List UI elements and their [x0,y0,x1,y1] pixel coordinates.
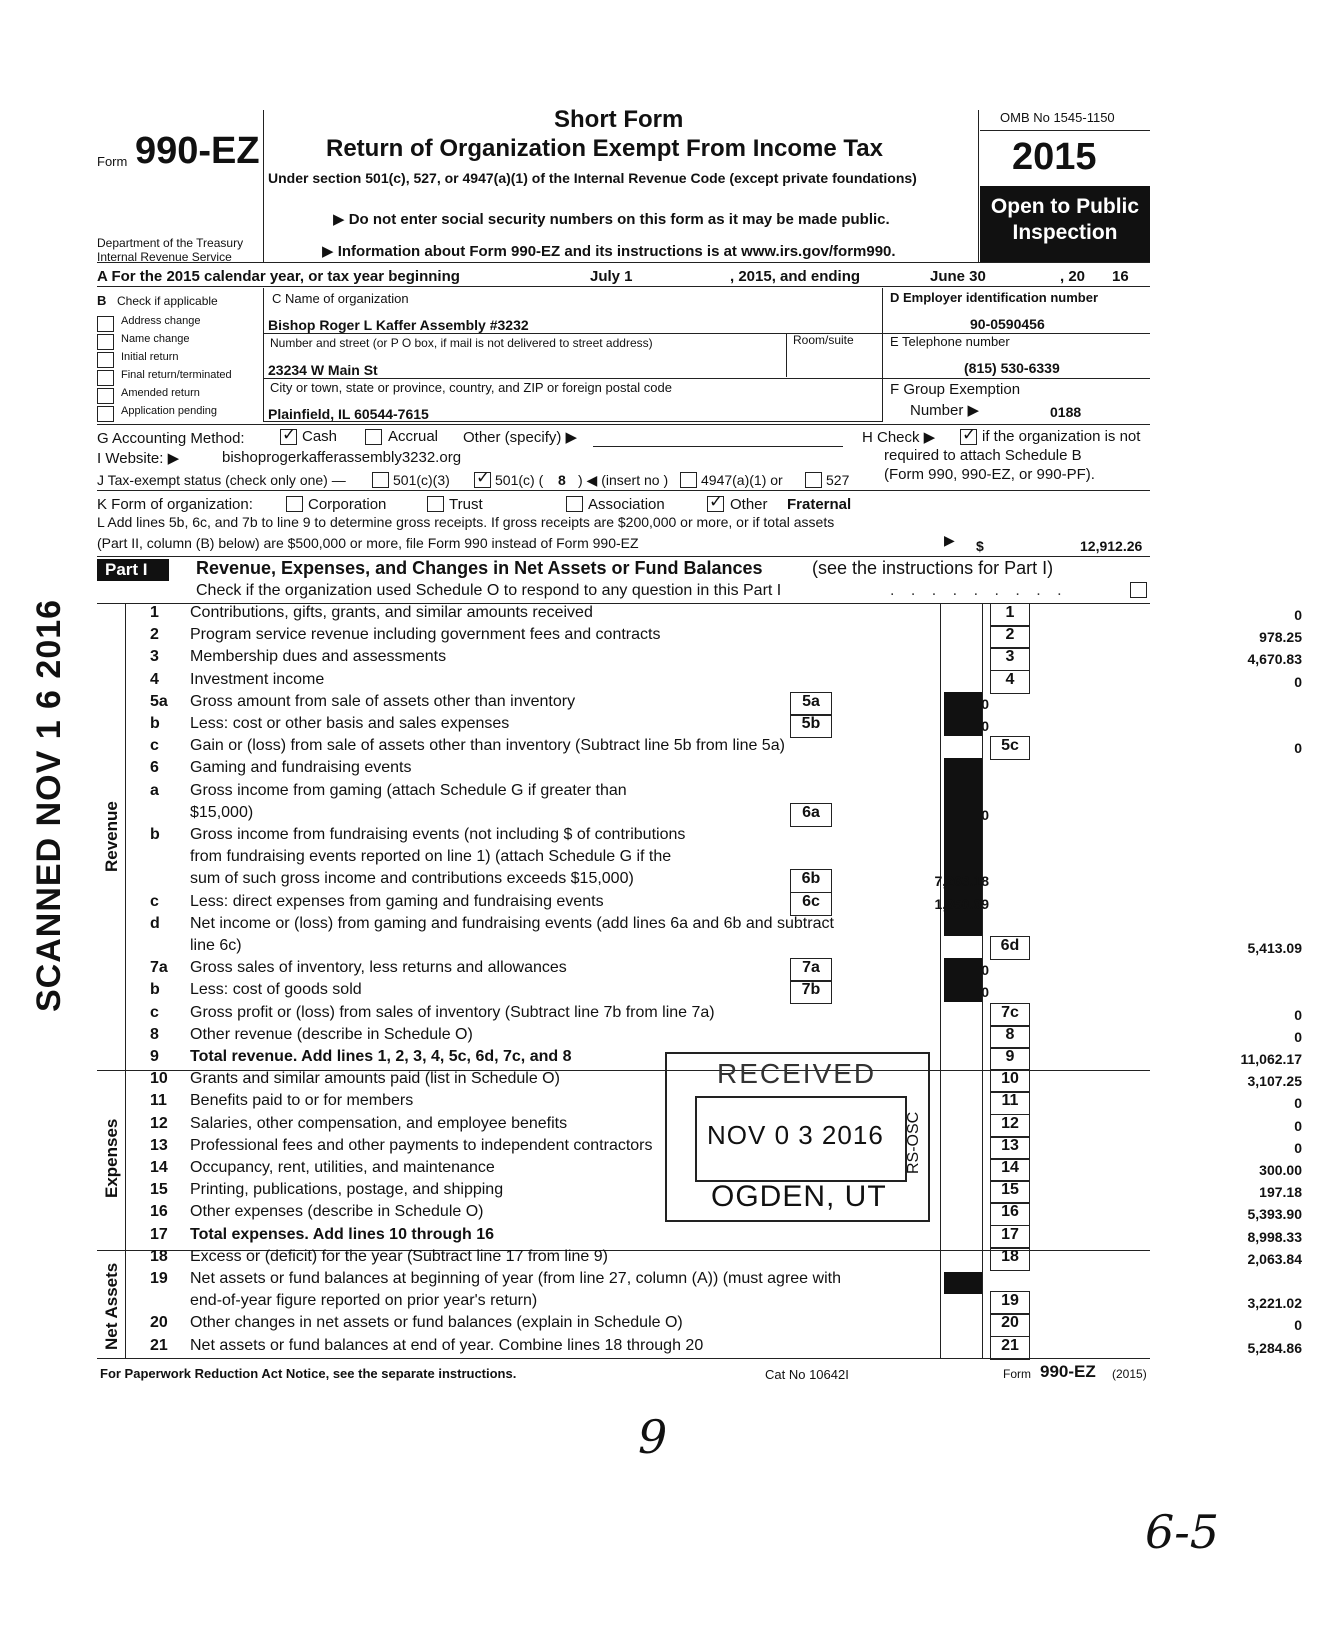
501c-end: ) ◀ (insert no ) [578,472,669,488]
line-ref-box: 1 [990,603,1030,627]
line-a-mid: , 2015, and ending [730,268,861,285]
line-number: 5a [150,692,168,710]
line-description: Gain or (loss) from sale of assets other than inventory (Subtract line 5b from line 5a) [190,737,785,755]
line-number: 1 [150,604,159,621]
table-row [100,1136,1302,1159]
line-ref-box: 5c [990,736,1030,760]
revenue-section-label: Revenue [102,801,121,872]
line-ref-box: 4 [990,670,1030,694]
line-description: Gross profit or (loss) from sales of inventory (Subtract line 7b from line 7a) [190,1003,715,1021]
org-name-label: C Name of organization [272,291,409,306]
line-number: 4 [150,670,159,688]
subline-amount[interactable]: 0 [981,718,989,734]
tax-year: 2015 [1012,136,1097,178]
group-number-label: Number ▶ [910,402,980,419]
subline-amount[interactable]: 1,850.09 [934,895,989,912]
line-ref-box: 18 [990,1247,1030,1271]
check-b-item-label: Name change [121,333,190,345]
line-amount[interactable]: 0 [1294,607,1302,623]
cash-label: Cash [302,428,338,445]
received-city: OGDEN, UT [711,1180,887,1213]
website-value[interactable]: bishoprogerkafferassembly3232.org [222,449,462,466]
line-description: Gross amount from sale of assets other than inventory [190,692,576,710]
line-ref-box: 8 [990,1025,1030,1049]
check-b-item-label: Address change [121,315,201,327]
line-description: Program service revenue including government fees and contracts [190,626,661,644]
line-description: Excess or (deficit) for the year (Subtract line 17 from line 9) [190,1247,608,1265]
table-row [100,826,1205,848]
table-row [100,1003,1302,1026]
line-ref-box: 17 [990,1225,1030,1249]
table-row [100,604,1302,626]
table-row [100,670,1302,693]
table-row [100,870,1205,892]
cash-checkbox[interactable] [280,429,297,445]
schedule-o-checkbox[interactable] [1130,582,1147,598]
table-row [100,782,1205,804]
line-description: Less: cost or other basis and sales expenses [190,715,510,732]
info-notice: ▶ Information about Form 990-EZ and its instructions is at www.irs.gov/form990. [322,243,896,260]
line-a-year-suffix: 16 [1112,268,1129,285]
line-amount[interactable]: 197.18 [1259,1184,1302,1201]
received-inner-box [695,1096,907,1182]
check-b-letter: B [97,293,107,308]
handwritten-page-mark: 9 [638,1410,668,1464]
gross-receipts-value: 12,912.26 [1080,538,1143,554]
phone-label: E Telephone number [890,334,1010,349]
501c3-checkbox[interactable] [372,472,389,488]
room-label: Room/suite [793,333,854,347]
line-description: Total revenue. Add lines 1, 2, 3, 4, 5c, 6d, 7c, and 8 [190,1048,572,1065]
check-b-checkbox[interactable] [97,370,114,386]
line-amount[interactable]: 3,221.02 [1247,1295,1302,1312]
line-amount[interactable]: 3,107.25 [1247,1073,1302,1090]
schedule-o-check-line: Check if the organization used Schedule O to respond to any question in this Part I [196,582,782,599]
line-amount[interactable]: 0 [1294,1095,1302,1112]
table-row [100,1203,1302,1225]
table-row [100,737,1302,759]
line-ref-box: 15 [990,1180,1030,1204]
line-amount[interactable]: 0 [1294,1028,1302,1045]
association-checkbox[interactable] [566,496,583,512]
line-ref-box: 9 [990,1047,1030,1071]
line-number: c [150,892,159,910]
form-title-short: Short Form [554,106,684,133]
ein-label: D Employer identification number [890,290,1099,305]
line-description: $15,000) [190,803,254,821]
line-number: c [150,1003,159,1021]
527-checkbox[interactable] [805,472,822,488]
public-inspection-badge [980,186,1150,262]
line-ref-box: 19 [990,1291,1030,1315]
subline-amount[interactable]: 0 [981,962,989,979]
line-amount[interactable]: 0 [1294,740,1302,757]
line-description: Net assets or fund balances at beginning of year (from line 27, column (A)) (must agree with [190,1270,841,1287]
line-amount[interactable]: 0 [1294,1139,1302,1156]
table-row [100,626,1302,648]
527-label: 527 [826,472,850,488]
501c-number: 8 [558,472,566,488]
group-number: 0188 [1050,404,1082,420]
table-row [100,1270,1205,1292]
accrual-checkbox[interactable] [365,429,382,445]
line-description: Other revenue (describe in Schedule O) [190,1025,473,1043]
line-ref-box: 20 [990,1313,1030,1337]
table-row [100,1181,1302,1203]
line-description: Gaming and fundraising events [190,759,412,777]
table-row [100,915,1205,937]
accounting-method-label: G Accounting Method: [97,430,245,447]
table-row [100,1070,1302,1092]
subline-ref-box: 7b [790,980,832,1004]
line-h-text2: required to attach Schedule B [884,447,1082,464]
part1-title-note: (see the instructions for Part I) [812,558,1054,578]
line-number: 18 [150,1247,168,1265]
line-ref-box: 2 [990,625,1030,649]
line-amount[interactable]: 978.25 [1259,629,1302,646]
street-address: 23234 W Main St [268,362,378,378]
line-ref-box: 3 [990,647,1030,671]
line-ref-box: 11 [990,1091,1030,1115]
form-number: 990-EZ [135,130,260,172]
public-line2: Inspection [1012,221,1118,244]
line-ref-box: 7c [990,1003,1030,1027]
table-row [100,959,1205,981]
tax-year-begin: July 1 [590,268,633,285]
line-number: 15 [150,1181,168,1199]
table-row [100,1048,1302,1070]
table-row [100,1314,1302,1336]
line-description: Gross income from gaming (attach Schedule G if greater than [190,781,627,799]
line-description: line 6c) [190,937,242,954]
line-number: 19 [150,1270,168,1287]
line-description: Net assets or fund balances at end of year. Combine lines 18 through 20 [190,1336,704,1354]
line-description: Membership dues and assessments [190,648,447,666]
check-b-checkbox[interactable] [97,334,114,350]
line-number: 12 [150,1114,168,1132]
corporation-label: Corporation [308,496,387,513]
received-side-code: RS-OSC [905,1111,922,1174]
footer-notice: For Paperwork Reduction Act Notice, see the separate instructions. [100,1366,517,1381]
other-org-label: Other [730,496,768,513]
line-description: Gross income from fundraising events (not including $ of contributions [190,826,686,843]
trust-label: Trust [449,496,483,513]
line-ref-box: 12 [990,1114,1030,1138]
subline-amount[interactable]: 0 [981,806,989,823]
table-row [100,937,1302,959]
line-ref-box: 6d [990,936,1030,960]
4947-label: 4947(a)(1) or [701,472,783,488]
line-h-text1b: if the organization is not [982,428,1141,445]
line-description: Benefits paid to or for members [190,1092,414,1110]
form-word: Form [97,154,128,169]
line-amount[interactable]: 300.00 [1259,1162,1302,1178]
line-number: b [150,715,160,732]
check-b-item-label: Application pending [121,405,218,417]
line-description: Printing, publications, postage, and shipping [190,1181,504,1199]
city-label: City or town, state or province, country, and ZIP or foreign postal code [270,380,672,395]
subline-amount[interactable]: 0 [981,695,989,712]
line-number: 10 [150,1070,168,1088]
table-row [100,981,1205,1003]
ssn-notice: ▶ Do not enter social security numbers on this form as it may be made public. [333,211,890,228]
line-number: c [150,737,159,755]
line-description: Less: cost of goods sold [190,981,362,999]
line-number: 11 [150,1092,167,1110]
subline-ref-box: 5b [790,714,832,738]
line-number: 6 [150,759,159,777]
table-row [100,1159,1302,1181]
line-ref-box: 16 [990,1202,1030,1226]
street-label: Number and street (or P O box, if mail is not delivered to street address) [270,336,653,350]
line-ref-box: 21 [990,1336,1030,1360]
line-number: d [150,914,160,932]
omb-number: OMB No 1545-1150 [1000,110,1115,125]
line-description: Professional fees and other payments to independent contractors [190,1136,653,1154]
line-amount[interactable]: 0 [1294,673,1302,690]
line-h-text1: H Check ▶ [862,429,936,446]
table-row [100,1336,1302,1359]
line-amount[interactable]: 8,998.33 [1247,1228,1302,1245]
line-number: b [150,826,160,843]
line-l-arrow: ▶ [944,532,955,548]
table-row [100,848,1205,870]
line-amount[interactable]: 11,062.17 [1240,1051,1302,1067]
line-amount[interactable]: 5,393.90 [1247,1206,1302,1223]
table-row [100,693,1205,715]
subline-ref-box: 7a [790,958,832,982]
line-amount[interactable]: 0 [1294,1317,1302,1334]
ein-value: 90-0590456 [970,316,1045,332]
501c-label: 501(c) ( [495,472,544,488]
line-amount[interactable]: 4,670.83 [1247,651,1302,668]
line-description: Occupancy, rent, utilities, and maintenance [190,1159,495,1176]
line-description: Other changes in net assets or fund balances (explain in Schedule O) [190,1314,683,1332]
catalog-number: Cat No 10642I [765,1367,849,1382]
received-text: RECEIVED [717,1058,877,1089]
line-number: 16 [150,1203,168,1221]
website-label: I Website: ▶ [97,450,180,467]
line-description: Net income or (loss) from gaming and fundraising events (add lines 6a and 6b and subtract [190,914,834,932]
table-row [100,1092,1302,1114]
footer-form-year: (2015) [1112,1367,1147,1381]
check-b-checkbox[interactable] [97,388,114,404]
footer-form-number: 990-EZ [1040,1362,1096,1381]
scanned-stamp: SCANNED NOV 1 6 2016 [30,598,68,1012]
line-description: end-of-year figure reported on prior year's return) [190,1292,538,1310]
line-number: 21 [150,1336,168,1354]
table-row [100,1247,1302,1270]
line-description: Investment income [190,670,325,688]
trust-checkbox[interactable] [427,496,444,512]
accrual-label: Accrual [388,428,439,445]
form-subtitle: Under section 501(c), 527, or 4947(a)(1) of the Internal Revenue Code (except private foundations) [268,170,917,186]
line-amount[interactable]: 5,284.86 [1247,1339,1302,1356]
line-amount[interactable]: 0 [1294,1117,1302,1134]
other-method-label: Other (specify) ▶ [463,429,578,446]
line-a-label: A For the 2015 calendar year, or tax year beginning [97,268,460,285]
line-description: Salaries, other compensation, and employee benefits [190,1114,568,1132]
line-number: b [150,981,160,999]
table-row [100,1114,1302,1137]
other-org-checkbox[interactable] [707,496,724,512]
table-row [100,648,1302,670]
subline-amount[interactable]: 0 [981,984,989,1001]
schedule-b-checkbox[interactable] [960,429,977,445]
corporation-checkbox[interactable] [286,496,303,512]
subline-ref-box: 6c [790,892,832,916]
phone-value: (815) 530-6339 [964,360,1060,376]
line-number: 3 [150,648,159,666]
dept-line2: Internal Revenue Service [97,250,232,264]
table-row [100,1225,1302,1248]
line-amount[interactable]: 0 [1294,1006,1302,1023]
received-stamp [665,1052,930,1222]
subline-ref-box: 5a [790,692,832,716]
dept-line1: Department of the Treasury [97,236,244,250]
table-row [100,1292,1302,1314]
line-amount[interactable]: 2,063.84 [1247,1250,1302,1267]
table-row [100,1025,1302,1048]
form-title: Return of Organization Exempt From Income Tax [326,135,883,162]
check-b-item-label: Initial return [121,351,179,363]
line-description: Less: direct expenses from gaming and fundraising events [190,892,604,910]
line-number: 8 [150,1025,159,1043]
city-state-zip: Plainfield, IL 60544-7615 [268,406,429,422]
501c-checkbox[interactable] [474,472,491,488]
501c3-label: 501(c)(3) [393,472,450,488]
tax-year-end: June 30 [930,268,986,285]
line-h-text3: (Form 990, 990-EZ, or 990-PF). [884,466,1095,483]
table-row [100,715,1205,737]
check-b-label: Check if applicable [117,294,218,308]
handwritten-corner-mark: 6-5 [1145,1505,1220,1559]
check-b-checkbox[interactable] [97,316,114,332]
tax-exempt-label: J Tax-exempt status (check only one) — [97,472,346,488]
line-description: sum of such gross income and contributions exceeds $15,000) [190,870,634,888]
net-assets-section-label: Net Assets [102,1262,121,1350]
line-number: 20 [150,1314,168,1332]
line-number: 17 [150,1225,168,1243]
line-description: Contributions, gifts, grants, and similar amounts received [190,604,593,621]
part1-title: Revenue, Expenses, and Changes in Net Assets or Fund Balances [196,558,763,578]
footer-form-word: Form [1003,1367,1031,1381]
table-row [100,759,1205,781]
table-row [100,893,1205,915]
subline-amount[interactable]: 7,263.18 [934,873,989,890]
line-l-text1: L Add lines 5b, 6c, and 7b to line 9 to determine gross receipts. If gross receipts are $200,000 or more, or if total assets [97,514,835,530]
other-org-value: Fraternal [787,496,852,513]
check-b-checkbox[interactable] [97,406,114,422]
line-description: Gross sales of inventory, less returns and allowances [190,959,567,977]
line-number: a [150,781,159,799]
line-ref-box: 10 [990,1069,1030,1093]
line-l-dollar: $ [976,538,984,554]
table-row [100,804,1205,826]
expenses-section-label: Expenses [102,1118,121,1198]
line-amount[interactable]: 5,413.09 [1247,940,1302,956]
line-number: 2 [150,626,159,644]
line-description: Other expenses (describe in Schedule O) [190,1203,484,1221]
org-name: Bishop Roger L Kaffer Assembly #3232 [268,317,529,333]
line-a-year-prefix: , 20 [1060,268,1086,285]
check-b-item-label: Final return/terminated [121,369,232,381]
4947-checkbox[interactable] [680,472,697,488]
line-ref-box: 14 [990,1158,1030,1182]
line-number: 7a [150,959,168,977]
line-number: 9 [150,1048,159,1065]
line-number: 13 [150,1136,168,1154]
line-description: Grants and similar amounts paid (list in Schedule O) [190,1070,560,1088]
line-description: from fundraising events reported on line 1) (attach Schedule G if the [190,848,672,866]
subline-ref-box: 6a [790,803,832,827]
subline-ref-box: 6b [790,869,832,893]
check-b-item-label: Amended return [121,387,200,399]
public-line1: Open to Public [990,195,1140,218]
line-number: 14 [150,1159,168,1176]
association-label: Association [588,496,665,513]
group-exemption-label: F Group Exemption [890,381,1021,398]
form-of-org-label: K Form of organization: [97,496,253,513]
line-description: Total expenses. Add lines 10 through 16 [190,1225,495,1243]
check-b-checkbox[interactable] [97,352,114,368]
line-l-text2: (Part II, column (B) below) are $500,000 or more, file Form 990 instead of Form 990-EZ [97,535,639,551]
received-date: NOV 0 3 2016 [707,1120,884,1150]
line-ref-box: 13 [990,1136,1030,1160]
part1-tag: Part I [97,559,169,581]
